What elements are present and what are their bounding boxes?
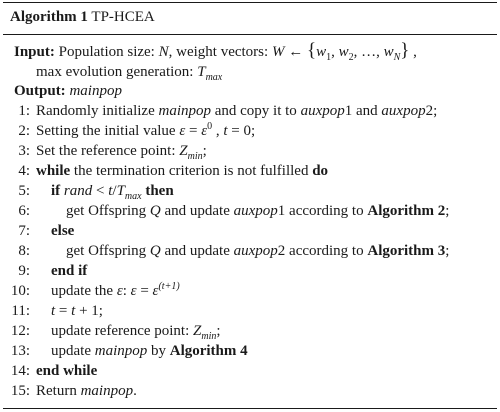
algorithm-title: Algorithm 1 TP-HCEA	[10, 9, 155, 25]
top-rule	[3, 2, 497, 3]
output-line: Output: mainpop	[14, 83, 122, 99]
algorithm-box: Algorithm 1 TP-HCEA Input: Population size: N, weight vectors: W ← {$w_1$, $w_2$, …, $w_N$} , max evolution generation: $T_{max}$ Output: mainpop 1: Randomly initialize mainpop and copy it to auxpop1 and auxpop2; 2: Setting the initial value $\varepsilon = \varepsilon^0$ , t = 0; 3: Set the reference point: $Z_{min}$; 4: while the termination criterion is not fulfilled do 5: if rand < $t/T_{max}$ then 6: get Offspring Q and update auxpop1 according to Algorithm 2; 7: else 8: get Offspring Q and update auxpop2 according to Algorithm 3; 9: end if 10: update the ε: $\varepsilon = \varepsilon^{(t+1)}$ 11: t = t + 1; 12: update reference point: $Z_{min}$; 13: update mainpop by Algorithm 4 14: end while 15: Return mainpop.	[0, 0, 500, 412]
header-rule	[3, 34, 497, 35]
bottom-rule	[3, 408, 497, 409]
input-line: Input: Population size: N, weight vectors: W ← {$w_1$, $w_2$, …, $w_N$} ,	[14, 40, 417, 63]
input-line-2: max evolution generation: $T_{max}$	[36, 64, 223, 83]
